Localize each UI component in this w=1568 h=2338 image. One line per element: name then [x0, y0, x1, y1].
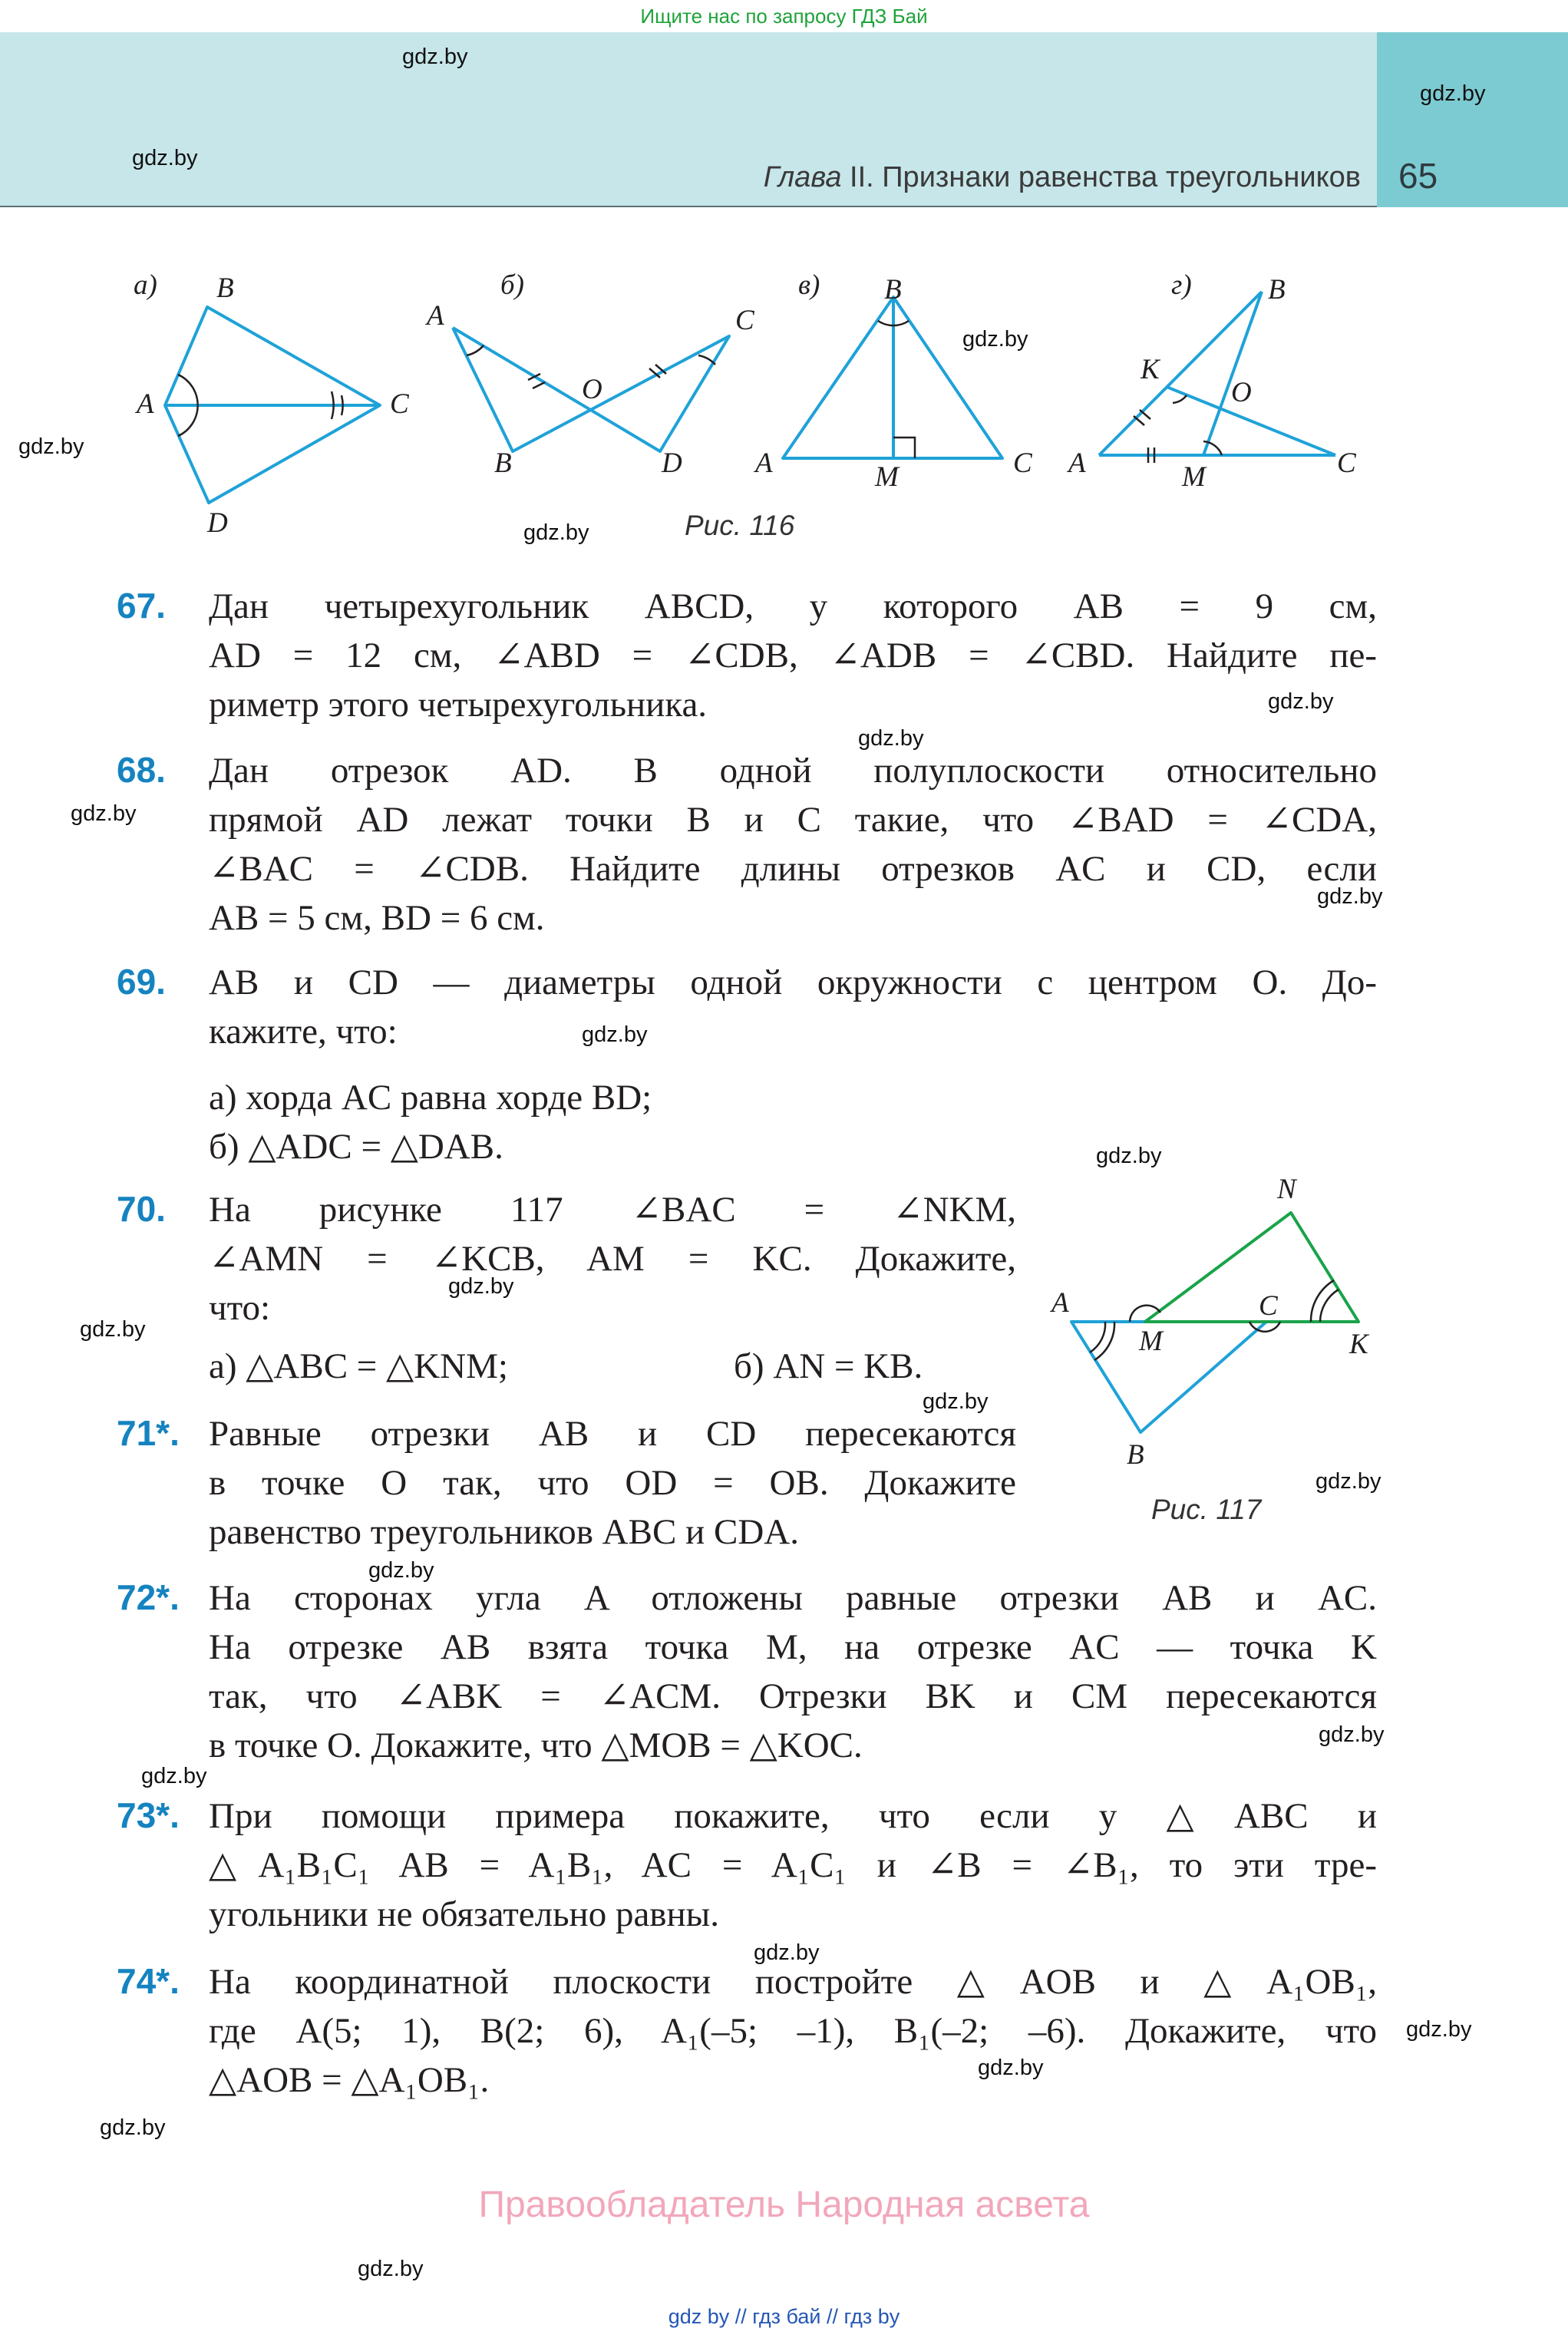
- problem-69-text: [209, 958, 1377, 1171]
- text-line: △AOB = △A₁OB₁.: [209, 2060, 490, 2100]
- watermark: gdz.by: [1096, 1144, 1162, 1168]
- text-line: На координатной плоскости постройте △AOB и △A₁OB₁,: [209, 1962, 1377, 2002]
- text-line: Равные отрезки AB и CD пересекаются: [209, 1414, 1016, 1454]
- problem-number: 67.: [117, 586, 166, 626]
- text-line: где A(5; 1), B(2; 6), A₁(–5; –1), B₁(–2; –6). Докажите, что: [209, 2011, 1377, 2051]
- text-line: так, что ∠ABK = ∠ACM. Отрезки BK и CM пересекаются: [209, 1676, 1377, 1716]
- problem-number: 73*.: [117, 1795, 180, 1835]
- fig117-point-label: M: [1139, 1326, 1163, 1357]
- text-line: △A₁B₁C₁ AB = A₁B₁, AC = A₁C₁ и ∠B = ∠B₁, то эти тре-: [209, 1845, 1377, 1885]
- problem-number: 71*.: [117, 1413, 180, 1453]
- fig117-angle-arc: [1090, 1322, 1105, 1352]
- text-line: ∠BAC = ∠CDB. Найдите длины отрезков AC и CD, если: [209, 849, 1377, 889]
- fig116g-point-label: O: [1231, 377, 1252, 408]
- sub-item: б) △ADC = △DAB.: [209, 1127, 503, 1167]
- figure-116-caption: Рис. 116: [685, 510, 795, 541]
- fig116-panel-label: б): [500, 269, 524, 301]
- watermark: gdz.by: [448, 1274, 514, 1299]
- text-line: что:: [209, 1288, 271, 1328]
- fig116b-point-label: C: [735, 305, 754, 336]
- fig116g-line-ab: [1099, 292, 1262, 455]
- fig116-panel-label: г): [1171, 269, 1192, 301]
- watermark: gdz.by: [523, 520, 589, 545]
- watermark: gdz.by: [141, 1764, 207, 1788]
- watermark: gdz.by: [1317, 884, 1383, 909]
- watermark: gdz.by: [71, 801, 137, 826]
- problem-number: 70.: [117, 1189, 166, 1229]
- watermark: gdz.by: [368, 1558, 434, 1583]
- fig116b-point-label: O: [582, 374, 602, 405]
- watermark: gdz.by: [80, 1317, 146, 1342]
- problem-number: 69.: [117, 962, 166, 1002]
- watermark: gdz.by: [1420, 81, 1486, 106]
- fig116g-line-bm: [1203, 292, 1262, 455]
- problem-70-text: [209, 1185, 1016, 1391]
- watermark: gdz.by: [100, 2115, 166, 2140]
- page-number: 65: [1398, 156, 1438, 196]
- watermark: gdz.by: [132, 146, 198, 170]
- watermark: gdz.by: [858, 726, 924, 751]
- problem-72-text: [209, 1574, 1377, 1770]
- top-search-banner: Ищите нас по запросу ГДЗ Бай: [640, 5, 928, 28]
- watermark: gdz.by: [582, 1022, 648, 1047]
- fig116g-point-label: C: [1337, 447, 1356, 479]
- fig116b-tick: [533, 382, 545, 388]
- watermark: gdz.by: [402, 45, 468, 69]
- watermark: gdz.by: [1406, 2017, 1472, 2042]
- fig116g-angle-arc: [1173, 395, 1187, 403]
- figure-117: [1044, 1182, 1397, 1489]
- problem-73-text: [209, 1791, 1377, 1939]
- text-line: На рисунке 117 ∠BAC = ∠NKM,: [209, 1190, 1016, 1230]
- fig117-angle-arc: [1320, 1290, 1339, 1322]
- fig116b-point-label: A: [427, 300, 444, 332]
- fig117-point-label: K: [1349, 1329, 1368, 1360]
- problem-number: 68.: [117, 750, 166, 790]
- fig117-point-label: C: [1259, 1290, 1278, 1322]
- text-line: На отрезке AB взята точка M, на отрезке AC — точка K: [209, 1627, 1377, 1667]
- figure-117-caption: Рис. 117: [1151, 1494, 1262, 1525]
- fig117-point-label: B: [1127, 1439, 1144, 1471]
- watermark: gdz.by: [754, 1940, 820, 1965]
- fig116a-point-label: C: [390, 388, 409, 420]
- fig116a-point-label: A: [137, 388, 154, 420]
- text-line: угольники не обязательно равны.: [209, 1894, 719, 1934]
- fig116v-right-angle: [893, 438, 915, 458]
- watermark: gdz.by: [978, 2056, 1044, 2080]
- rights-holder: Правообладатель Народная асвета: [478, 2184, 1090, 2225]
- fig116-panel-label: а): [134, 269, 157, 301]
- sub-item: а) △ABC = △KNM;: [209, 1346, 508, 1386]
- watermark: gdz.by: [923, 1389, 989, 1414]
- problem-71-text: [209, 1409, 1016, 1557]
- problem-74-text: [209, 1957, 1377, 2105]
- watermark: gdz.by: [1319, 1722, 1385, 1747]
- fig116a-point-label: D: [207, 507, 228, 539]
- fig116a-point-label: B: [216, 272, 234, 304]
- fig117-triangle-abc: [1071, 1322, 1266, 1432]
- watermark: gdz.by: [1315, 1469, 1381, 1494]
- problem-number: 74*.: [117, 1961, 180, 2001]
- sub-item: а) хорда AC равна хорде BD;: [209, 1078, 652, 1118]
- problem-67-text: [209, 582, 1377, 729]
- text-line: AD = 12 см, ∠ABD = ∠CDB, ∠ADB = ∠CBD. Найдите пе-: [209, 636, 1377, 675]
- fig116b-point-label: B: [494, 447, 512, 479]
- text-line: в точке O так, что OD = OB. Докажите: [209, 1463, 1016, 1503]
- text-line: прямой AD лежат точки B и C такие, что ∠BAD = ∠CDA,: [209, 800, 1377, 840]
- fig116v-point-label: M: [875, 461, 899, 493]
- text-line: AB и CD — диаметры одной окружности с центром O. До-: [209, 963, 1377, 1002]
- fig117-point-label: N: [1277, 1174, 1296, 1205]
- text-line: в точке O. Докажите, что △MOB = △KOC.: [209, 1725, 863, 1765]
- fig116g-point-label: M: [1182, 461, 1206, 493]
- footer-links[interactable]: gdz by // гдз бай // гдз by: [668, 2305, 900, 2328]
- watermark: gdz.by: [358, 2257, 424, 2281]
- fig117-triangle-kmn: [1145, 1213, 1358, 1322]
- fig116g-point-label: K: [1141, 354, 1160, 385]
- text-line: На сторонах угла A отложены равные отрезки AB и AC.: [209, 1578, 1377, 1618]
- text-line: риметр этого четырехугольника.: [209, 685, 708, 725]
- text-line: кажите, что:: [209, 1012, 398, 1052]
- fig116v-point-label: C: [1013, 447, 1032, 479]
- fig116b-angle-arc: [698, 355, 715, 365]
- fig116-panel-label: в): [798, 269, 820, 301]
- text-line: ∠AMN = ∠KCB, AM = KC. Докажите,: [209, 1239, 1016, 1279]
- problem-68-text: [209, 746, 1377, 943]
- fig116b-angle-arc: [467, 345, 484, 355]
- watermark: gdz.by: [18, 434, 84, 459]
- watermark: gdz.by: [1268, 689, 1334, 714]
- fig116b-point-label: D: [662, 447, 682, 479]
- fig117-point-label: A: [1051, 1287, 1069, 1319]
- text-line: равенство треугольников ABC и CDA.: [209, 1512, 799, 1552]
- fig117-angle-arc: [1311, 1280, 1334, 1322]
- chapter-title: Глава II. Признаки равенства треугольников: [763, 161, 1361, 193]
- header-rule: [0, 206, 1377, 207]
- text-line: AB = 5 см, BD = 6 см.: [209, 898, 545, 938]
- fig116g-point-label: B: [1268, 274, 1286, 305]
- text-line: При помощи примера покажите, что если у △ABC и: [209, 1796, 1377, 1836]
- fig116v-point-label: B: [884, 274, 902, 305]
- fig116g-point-label: A: [1068, 447, 1086, 479]
- text-line: Дан четырехугольник ABCD, у которого AB = 9 см,: [209, 586, 1377, 626]
- watermark: gdz.by: [962, 327, 1028, 352]
- problem-number: 72*.: [117, 1577, 180, 1617]
- fig116v-point-label: A: [755, 447, 773, 479]
- text-line: Дан отрезок AD. В одной полуплоскости относительно: [209, 751, 1377, 791]
- sub-item: б) AN = KB.: [734, 1346, 923, 1386]
